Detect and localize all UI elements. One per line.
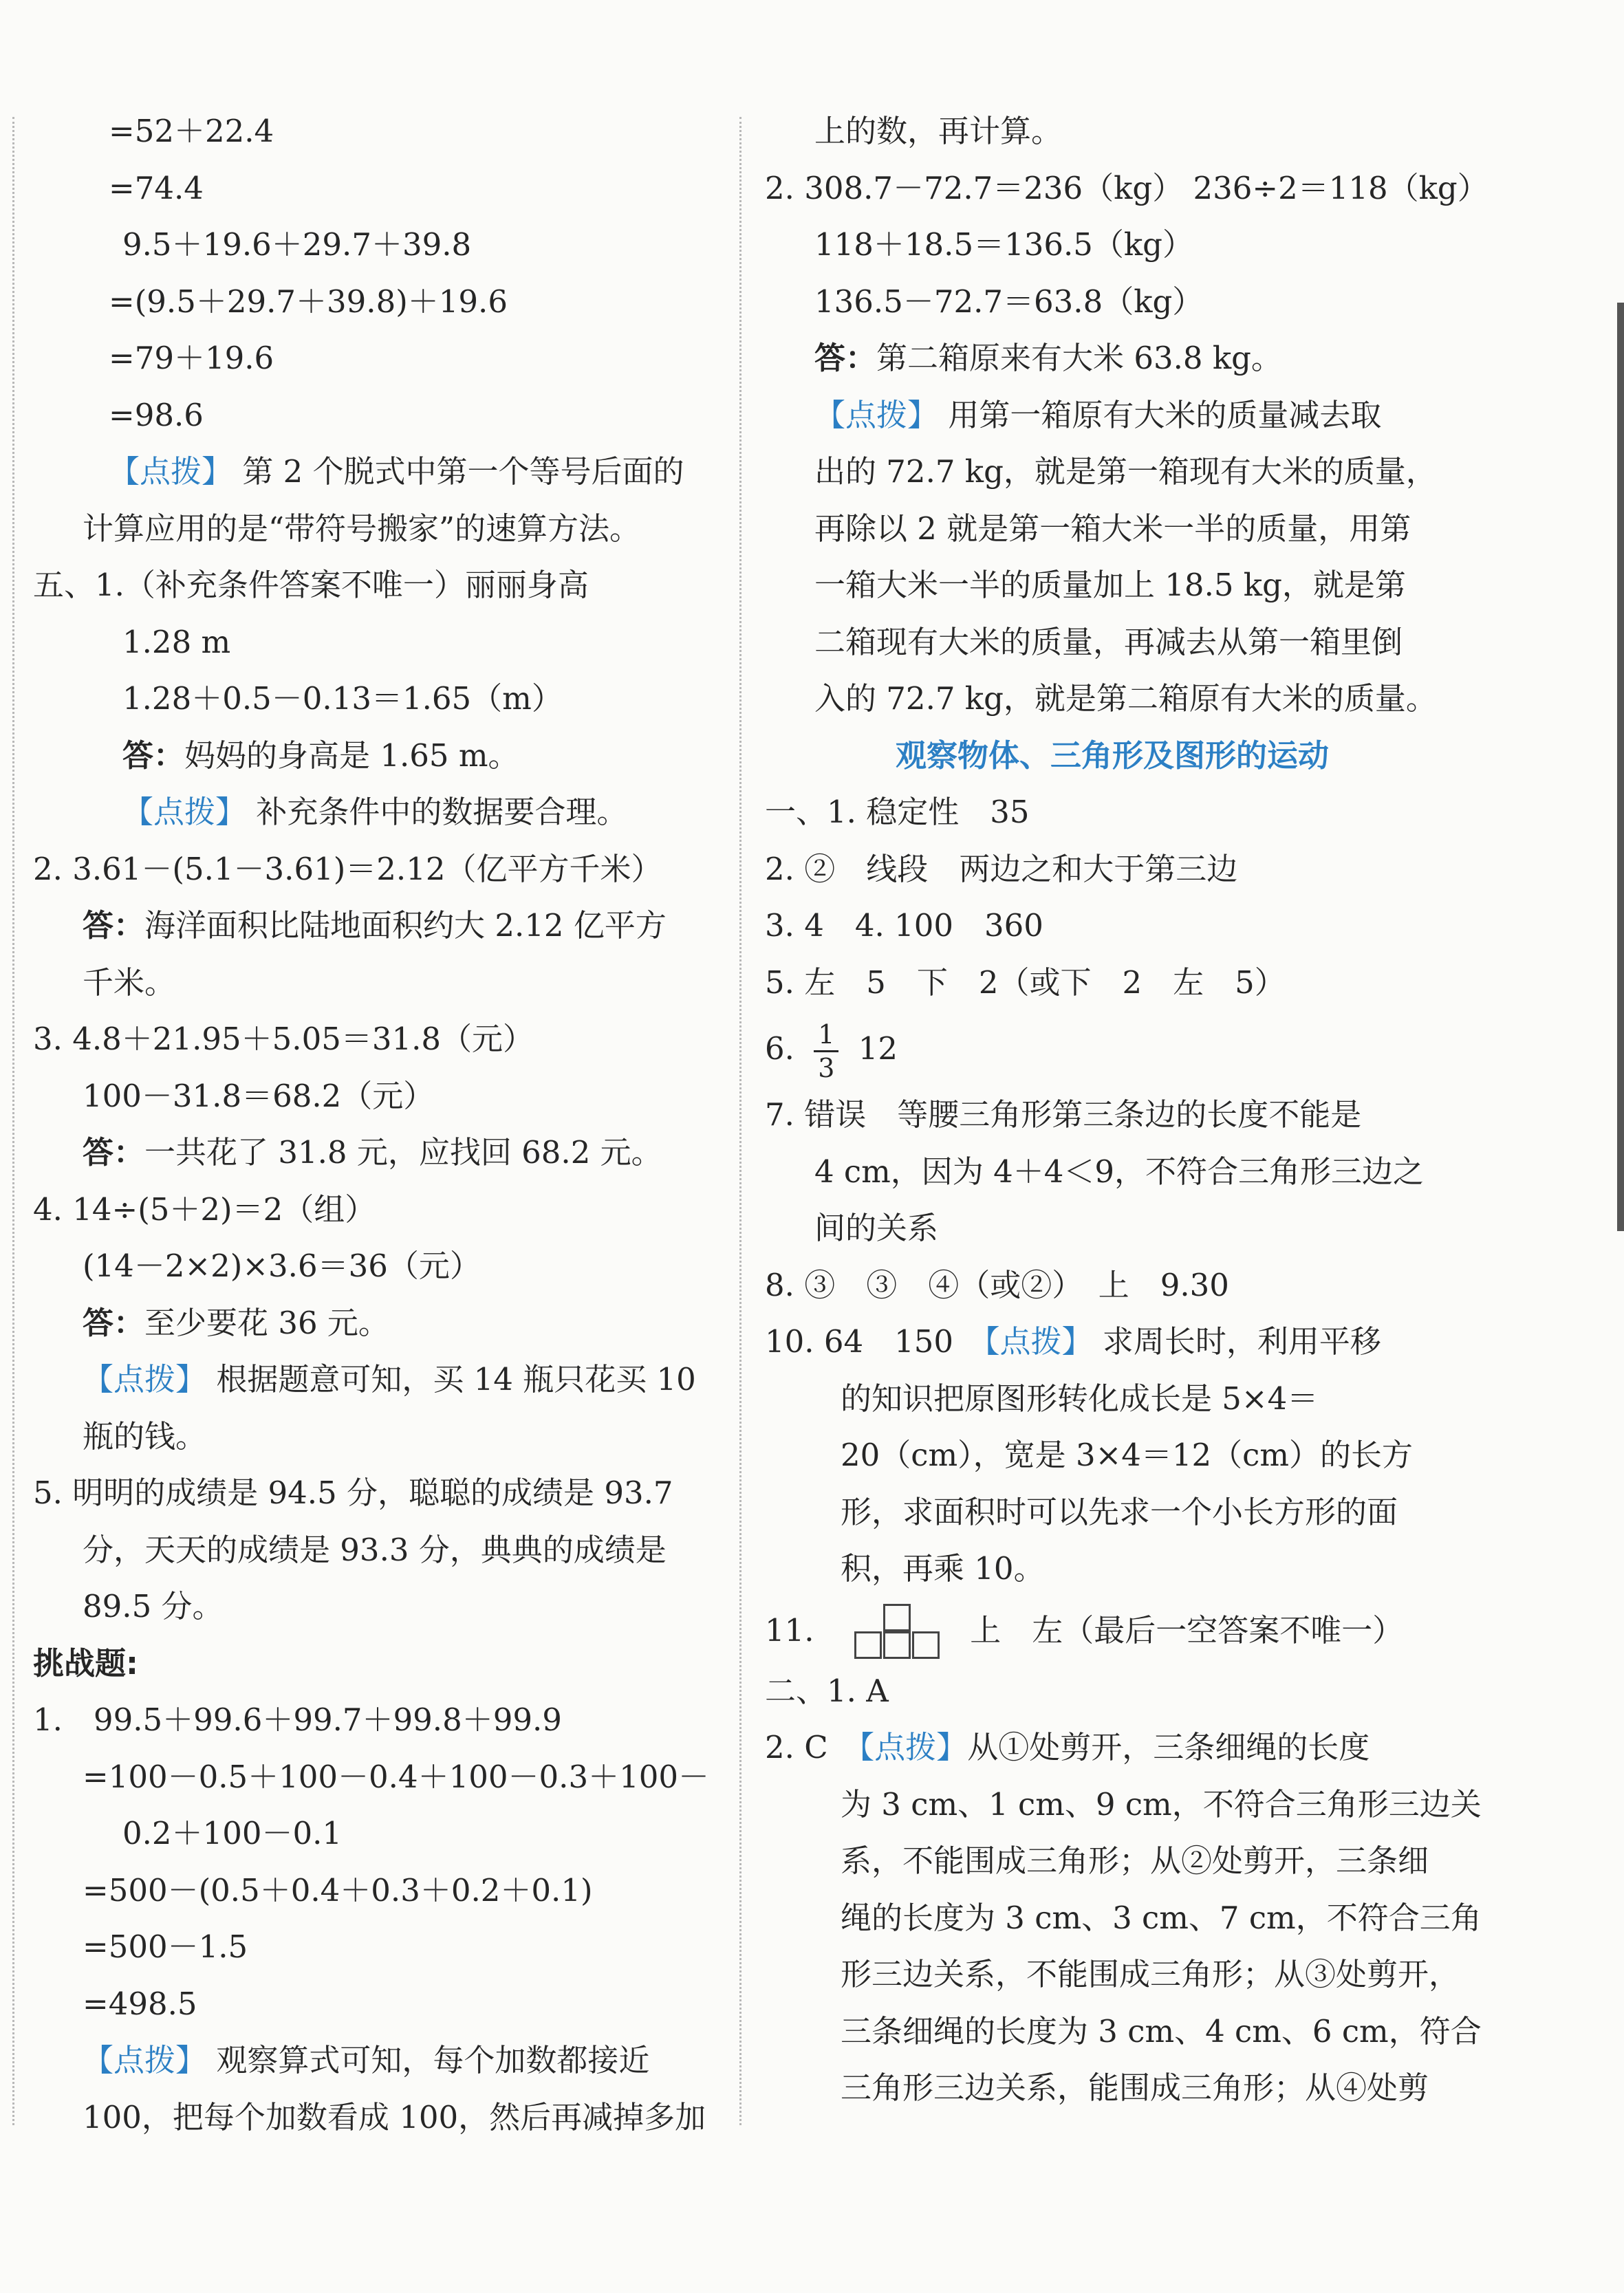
answer-label: 答： bbox=[83, 1304, 145, 1341]
answer-text: 上 左（最后一空答案不唯一） bbox=[970, 1611, 1404, 1649]
question-text: 2. C bbox=[765, 1729, 859, 1765]
question-line: 3. 4.8＋21.95＋5.05＝31.8（元） bbox=[33, 1021, 534, 1057]
answer-line bbox=[33, 1124, 721, 1182]
question-line: 二、1. A bbox=[765, 1672, 889, 1709]
hint-label: 【点拨】 bbox=[984, 1323, 1093, 1360]
text-line: 计算应用的是“带符号搬家”的速算方法。 bbox=[83, 510, 641, 547]
text-line: 89.5 分。 bbox=[83, 1588, 224, 1624]
text-line: 分，天天的成绩是 93.3 分，典典的成绩是 bbox=[83, 1531, 667, 1568]
hint-label: 【点拨】 bbox=[83, 1361, 207, 1398]
text-line: 入的 72.7 kg，就是第二箱原有大米的质量。 bbox=[814, 680, 1437, 717]
question-line: 3. 4 4. 100 360 bbox=[765, 907, 1043, 944]
question-line: 2. ② 线段 两边之和大于第三边 bbox=[765, 850, 1238, 887]
question-number: 6. bbox=[765, 1030, 794, 1067]
hint-line bbox=[33, 444, 721, 501]
calc-line: 0.2＋100－0.1 bbox=[122, 1815, 343, 1851]
text-line: 再除以 2 就是第一箱大米一半的质量，用第 bbox=[814, 510, 1411, 547]
question-line: 5. 明明的成绩是 94.5 分，聪聪的成绩是 93.7 bbox=[33, 1475, 673, 1511]
calc-line: =500－(0.5＋0.4＋0.3＋0.2＋0.1) bbox=[83, 1871, 593, 1909]
question-number: 11. bbox=[765, 1611, 814, 1649]
answer-label: 答： bbox=[122, 737, 185, 774]
calc-line: 9.5＋19.6＋29.7＋39.8 bbox=[122, 226, 472, 263]
text-line: 形三边关系，不能围成三角形；从③处剪开， bbox=[841, 1956, 1460, 1992]
challenge-heading: 挑战题: bbox=[33, 1644, 138, 1682]
hint-text: 补充条件中的数据要合理。 bbox=[246, 794, 628, 830]
answer-text: 至少要花 36 元。 bbox=[144, 1304, 389, 1341]
hint-text: 从①处剪开，三条细绳的长度 bbox=[967, 1729, 1370, 1765]
calc-line: =79＋19.6 bbox=[109, 340, 274, 376]
question-line bbox=[765, 1314, 1460, 1371]
text-line: 形，求面积时可以先求一个小长方形的面 bbox=[841, 1493, 1398, 1530]
text-line: 绳的长度为 3 cm、3 cm、7 cm，不符合三角 bbox=[841, 1899, 1482, 1936]
calc-line: =52＋22.4 bbox=[109, 113, 274, 149]
question-line: 2. 308.7－72.7＝236（kg） 236÷2＝118（kg） bbox=[765, 169, 1488, 206]
text-line: 上的数，再计算。 bbox=[814, 113, 1063, 149]
fraction-numerator: 1 bbox=[814, 1021, 838, 1052]
text-line: 积，再乘 10。 bbox=[841, 1550, 1045, 1587]
calc-line: (14－2×2)×3.6＝36（元） bbox=[83, 1248, 481, 1284]
question-text: 10. 64 150 bbox=[765, 1323, 985, 1360]
answer-line bbox=[765, 330, 1460, 387]
answer-line bbox=[33, 898, 721, 955]
hint-text: 求周长时，利用平移 bbox=[1092, 1323, 1381, 1360]
text-line: 千米。 bbox=[83, 964, 176, 1001]
answer-label: 答： bbox=[83, 907, 145, 944]
calc-line: 1.28＋0.5－0.13＝1.65（m） bbox=[122, 680, 563, 717]
hint-text: 用第一箱原有大米的质量减去取 bbox=[938, 396, 1382, 433]
question-line: 一、1. 稳定性 35 bbox=[765, 794, 1030, 830]
text-line: 三条细绳的长度为 3 cm、4 cm、6 cm，符合 bbox=[841, 2012, 1482, 2050]
hint-label: 【点拨】 bbox=[858, 1729, 968, 1765]
calc-line: =100－0.5＋100－0.4＋100－0.3＋100－ bbox=[83, 1758, 709, 1795]
question-line: 五、1.（补充条件答案不唯一）丽丽身高 bbox=[33, 567, 589, 603]
answer-text: 妈妈的身高是 1.65 m。 bbox=[184, 737, 519, 774]
question-line bbox=[765, 1719, 1460, 1776]
section-title: 观察物体、三角形及图形的运动 bbox=[895, 737, 1329, 774]
left-dotted-margin bbox=[12, 117, 14, 2125]
answer-text: 海洋面积比陆地面积约大 2.12 亿平方 bbox=[144, 907, 667, 944]
hint-label: 【点拨】 bbox=[109, 453, 233, 490]
text-line: 4 cm，因为 4＋4＜9，不符合三角形三边之 bbox=[814, 1153, 1425, 1190]
hint-text: 根据题意可知，买 14 瓶只花买 10 bbox=[206, 1361, 696, 1398]
text-line: 系，不能围成三角形；从②处剪开，三条细 bbox=[841, 1843, 1429, 1879]
calc-line: =498.5 bbox=[83, 1985, 197, 2022]
calc-line: 100－31.8＝68.2（元） bbox=[83, 1077, 435, 1114]
page-edge-shadow bbox=[1617, 303, 1624, 1231]
text-line: 二箱现有大米的质量，再减去从第一箱里倒 bbox=[814, 623, 1403, 660]
question-line: 2. 3.61－(5.1－3.61)＝2.12（亿平方千米） bbox=[33, 850, 662, 887]
question-line: 5. 左 5 下 2（或下 2 左 5） bbox=[765, 964, 1286, 1001]
hint-line bbox=[33, 784, 721, 841]
question-line-figure bbox=[765, 1598, 1460, 1663]
calc-line: =(9.5＋29.7＋39.8)＋19.6 bbox=[109, 283, 508, 320]
calc-line: =74.4 bbox=[109, 169, 204, 206]
right-column bbox=[765, 103, 1488, 2117]
fraction-denominator: 3 bbox=[818, 1053, 835, 1083]
text-line: 间的关系 bbox=[814, 1210, 939, 1246]
hint-label: 【点拨】 bbox=[83, 2042, 207, 2078]
hint-text: 第 2 个脱式中第一个等号后面的 bbox=[232, 453, 684, 490]
text-line: 20（cm），宽是 3×4＝12（cm）的长方 bbox=[841, 1437, 1414, 1473]
answer-label: 答： bbox=[814, 340, 877, 376]
answer-text: 第二箱原来有大米 63.8 kg。 bbox=[876, 340, 1282, 376]
hint-label: 【点拨】 bbox=[814, 396, 939, 433]
text-line: 100，把每个加数看成 100，然后再减掉多加 bbox=[83, 2098, 706, 2136]
answer-text: 一共花了 31.8 元，应找回 68.2 元。 bbox=[144, 1134, 662, 1171]
text-line: 1.28 m bbox=[122, 623, 231, 660]
text-line: 一箱大米一半的质量加上 18.5 kg，就是第 bbox=[814, 567, 1406, 603]
column-divider bbox=[739, 117, 741, 2125]
calc-line: =500－1.5 bbox=[83, 1928, 248, 1965]
answer-line bbox=[33, 728, 721, 785]
text-line: 出的 72.7 kg，就是第一箱现有大米的质量， bbox=[814, 453, 1437, 490]
left-column bbox=[33, 103, 721, 2146]
question-line: 7. 错误 等腰三角形第三条边的长度不能是 bbox=[765, 1096, 1362, 1133]
answer-line bbox=[33, 1295, 721, 1352]
question-line-fraction bbox=[765, 1011, 1460, 1087]
hint-line bbox=[765, 387, 1460, 444]
hint-line bbox=[33, 2032, 721, 2089]
hint-label: 【点拨】 bbox=[122, 794, 247, 830]
calc-line: =98.6 bbox=[109, 396, 204, 433]
question-line: 8. ③ ③ ④（或②） 上 9.30 bbox=[765, 1266, 1229, 1303]
calc-line: 136.5－72.7＝63.8（kg） bbox=[814, 283, 1204, 320]
question-line: 4. 14÷(5＋2)＝2（组） bbox=[33, 1191, 376, 1228]
hint-text: 观察算式可知，每个加数都接近 bbox=[206, 2042, 650, 2078]
answer-text: 12 bbox=[858, 1030, 898, 1067]
answer-label: 答： bbox=[83, 1134, 145, 1171]
question-line: 1. 99.5＋99.6＋99.7＋99.8＋99.9 bbox=[33, 1702, 562, 1738]
text-line: 瓶的钱。 bbox=[83, 1417, 207, 1455]
text-line: 三角形三边关系，能围成三角形；从④处剪 bbox=[841, 2069, 1429, 2106]
text-line: 的知识把原图形转化成长是 5×4＝ bbox=[841, 1380, 1319, 1417]
hint-line bbox=[33, 1351, 721, 1409]
square-figure-icon bbox=[854, 1604, 940, 1662]
text-line: 为 3 cm、1 cm、9 cm，不符合三角形三边关 bbox=[841, 1785, 1482, 1823]
calc-line: 118＋18.5＝136.5（kg） bbox=[814, 226, 1193, 263]
fraction bbox=[814, 1021, 838, 1081]
